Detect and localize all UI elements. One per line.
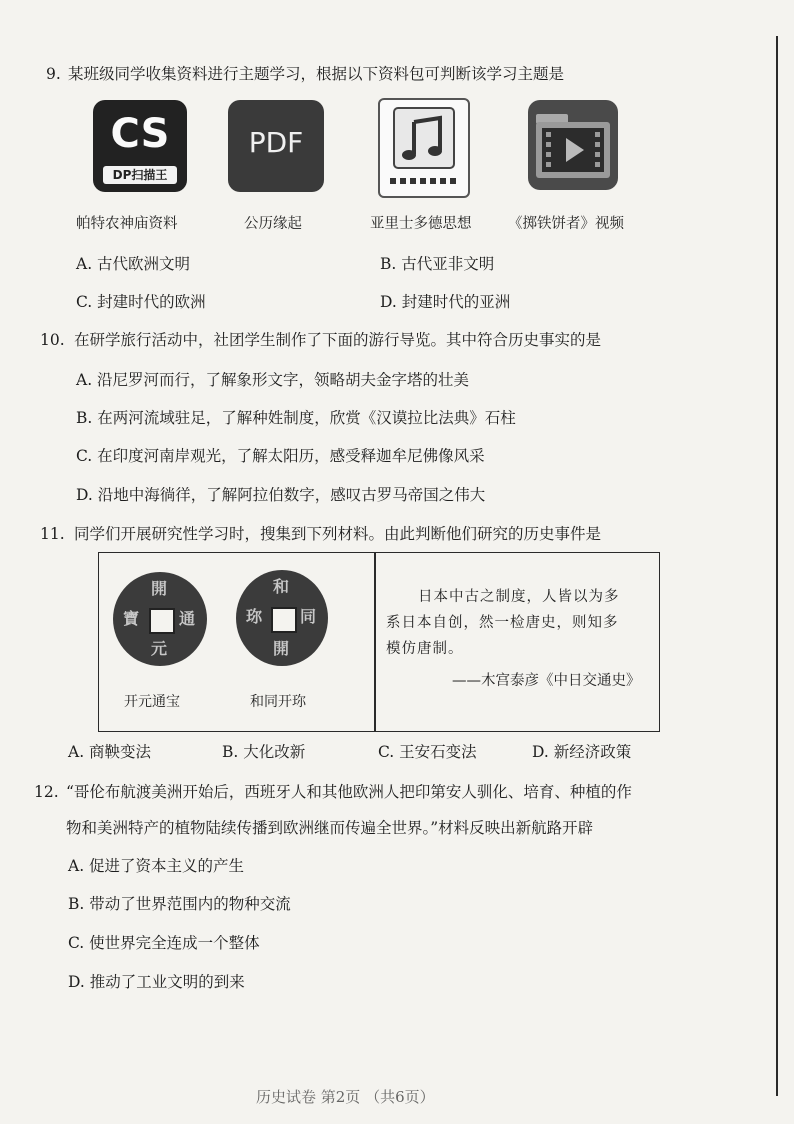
q9-option-b: B. 古代亚非文明 [380,255,495,273]
caption-aristotle: 亚里士多德思想 [370,216,472,232]
film-play-icon [528,100,618,190]
quote-line-2: 系日本自创，然一检唐史，则知多 [386,615,619,631]
q10-option-c: C. 在印度河南岸观光，了解太阳历，感受释迦牟尼佛像风采 [76,447,485,465]
q12-number: 12. [34,783,59,801]
coin-caption-kaiyuan: 开元通宝 [124,694,180,710]
q11-option-a: A. 商鞅变法 [68,743,152,761]
quote-line-3: 模仿唐制。 [386,641,464,657]
coin-char-top: 和 [273,577,290,596]
q10-option-b: B. 在两河流域驻足，了解种姓制度，欣赏《汉谟拉比法典》石柱 [76,409,516,427]
caption-calendar: 公历缘起 [244,216,302,232]
cs-app-icon [93,100,187,192]
q9-option-c: C. 封建时代的欧洲 [76,293,206,311]
coin-caption-wado: 和同开珎 [250,694,306,710]
caption-parthenon: 帕特农神庙资料 [76,216,178,232]
pdf-icon [228,100,324,192]
q12-option-c: C. 使世界完全连成一个整体 [68,934,260,952]
q12-stem-line-2: 物和美洲特产的植物陆续传播到欧洲继而传遍全世界。”材料反映出新航路开辟 [66,819,594,837]
q10-option-d: D. 沿地中海徜徉，了解阿拉伯数字，感叹古罗马帝国之伟大 [76,486,486,504]
coin-char-right: 通 [179,609,196,628]
q12-option-b: B. 带动了世界范围内的物种交流 [68,895,291,913]
caption-discobolus: 《掷铁饼者》视频 [508,216,624,232]
page-footer: 历史试卷 第2页 （共6页） [256,1088,435,1106]
q12-stem-line-1: “哥伦布航渡美洲开始后，西班牙人和其他欧洲人把印第安人驯化、培育、种植的作 [66,783,632,801]
coin-char-top: 開 [151,579,168,598]
music-note-icon [380,100,468,196]
q10-stem: 在研学旅行活动中，社团学生制作了下面的游行导览。其中符合历史事实的是 [74,331,602,349]
q11-stem: 同学们开展研究性学习时，搜集到下列材料。由此判断他们研究的历史事件是 [74,525,602,543]
video-folder-icon [528,100,618,190]
coin-hole [149,608,175,634]
right-margin-line [776,36,778,1096]
q12-option-a: A. 促进了资本主义的产生 [68,857,245,875]
q9-option-a: A. 古代欧洲文明 [76,255,191,273]
quote-source: ——木宫泰彦《中日交通史》 [452,673,641,689]
kaiyuan-tongbao-coin [113,572,207,666]
cs-icon-text: CS [110,111,170,157]
q9-number: 9. [46,65,61,83]
q10-number: 10. [40,331,65,349]
cs-icon-subtext: DP扫描王 [103,166,177,184]
coin-char-left: 珎 [246,607,263,626]
q11-option-c: C. 王安石变法 [378,743,477,761]
coin-char-left: 寶 [123,609,140,628]
q9-option-d: D. 封建时代的亚洲 [380,293,511,311]
coin-char-bottom: 開 [273,639,290,658]
coin-char-bottom: 元 [151,639,168,658]
q11-option-d: D. 新经济政策 [532,743,632,761]
q9-stem: 某班级同学收集资料进行主题学习，根据以下资料包可判断该学习主题是 [68,65,565,83]
material-box-divider [374,552,376,732]
wado-kaichin-coin [236,570,328,666]
coin-hole [271,607,297,633]
q12-option-d: D. 推动了工业文明的到来 [68,973,245,991]
music-file-icon [378,98,470,198]
coin-char-right: 同 [300,607,317,626]
q11-number: 11. [40,525,65,543]
q11-option-b: B. 大化改新 [222,743,306,761]
quote-line-1: 日本中古之制度，人皆以为多 [418,589,620,605]
pdf-icon-text: PDF [248,126,304,159]
q10-option-a: A. 沿尼罗河而行，了解象形文字，领略胡夫金字塔的壮美 [76,371,470,389]
